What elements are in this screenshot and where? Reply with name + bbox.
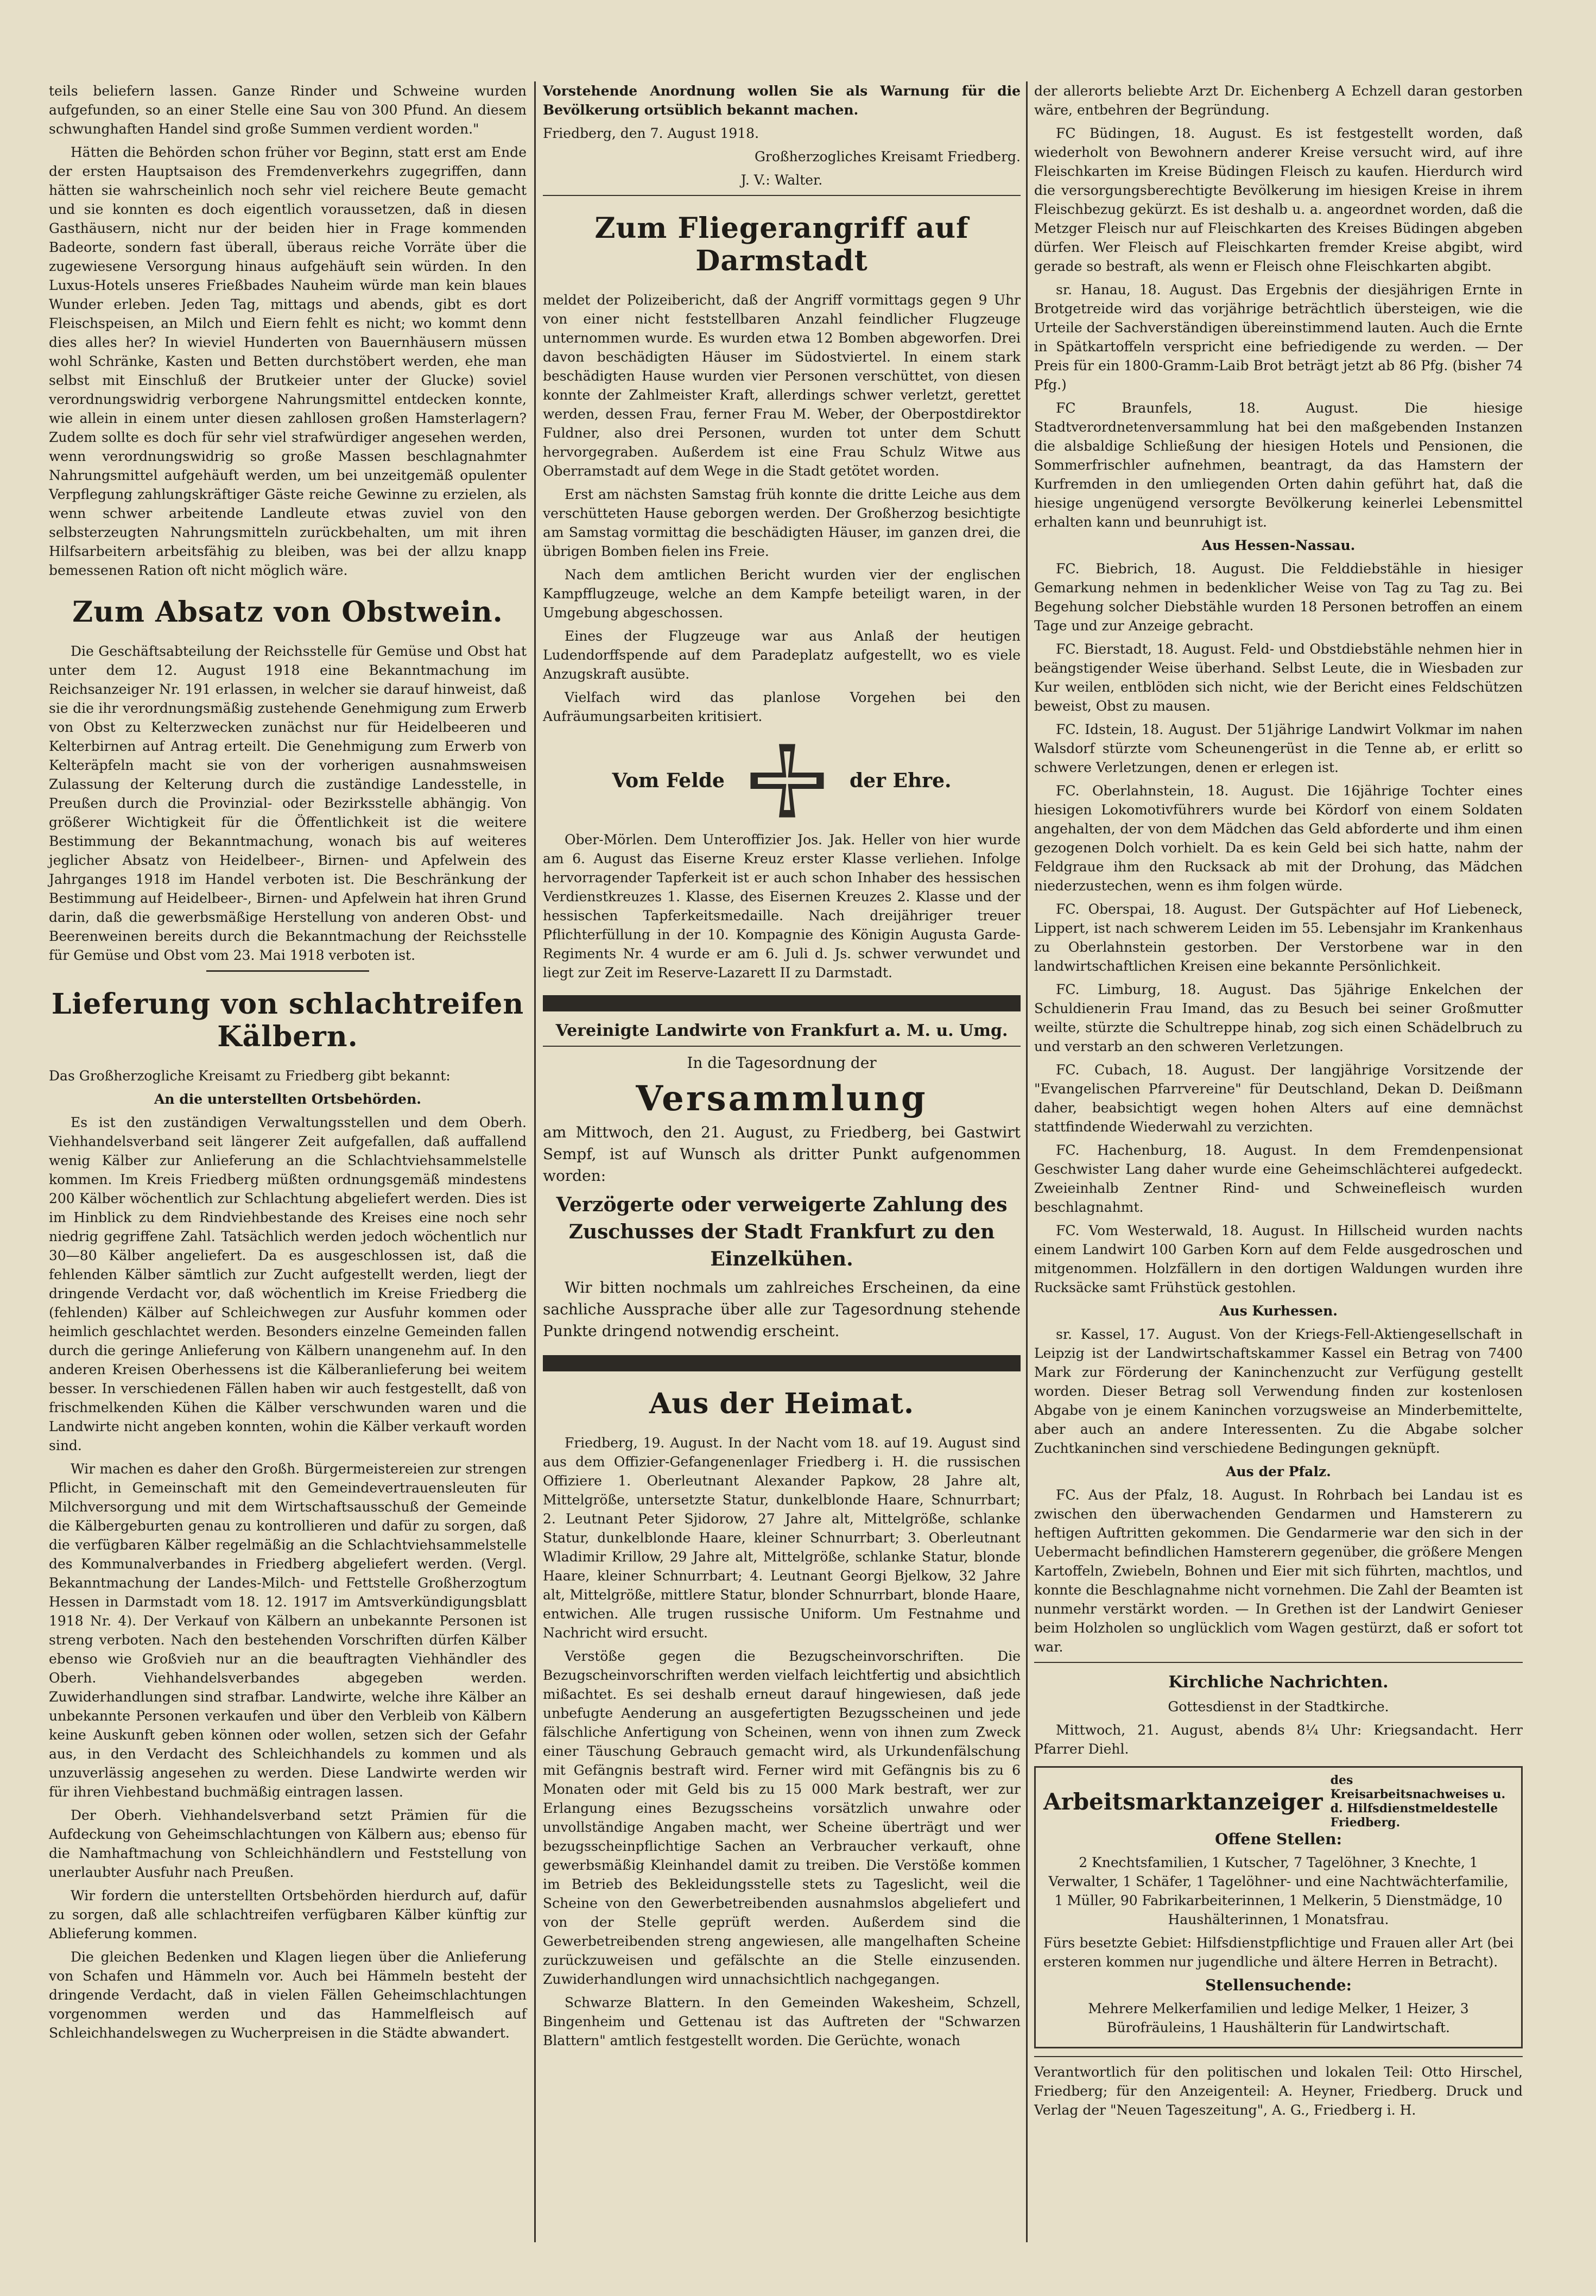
article-paragraph: Ober-Mörlen. Dem Unteroffizier Jos. Jak. Heller von hier wurde am 6. August das Eiserne Kreuz erster Klasse verliehen. Infolge hervorragender Tapferkeit ist er auch schon Inhaber des hessischen Verdienstkreuzes 1. Klasse, des Eisernen Kreuzes 2. Klasse und der hessischen Tapferkeitsmedaille. Nach dreijähriger treuer Pflichterfüllung in der 10. Kompagnie des Königin Augusta Garde-Regiments Nr. 4 wurde er am 6. Juli d. Js. schwer verwundet und liegt zur Zeit im Reserve-Lazarett II zu Darmstadt.	[543, 832, 1021, 981]
notice-date: Friedberg, den 7. August 1918.	[543, 125, 759, 141]
iron-cross-icon	[746, 740, 828, 821]
open-positions-head: Offene Stellen:	[1215, 1830, 1342, 1848]
section-head: Aus der Pfalz.	[1226, 1464, 1331, 1479]
ad-big-title: Versammlung	[636, 1078, 928, 1119]
article-paragraph: der allerorts beliebte Arzt Dr. Eichenberg A Echzell daran gestorben wäre, entbehren der Begründung.	[1034, 83, 1523, 118]
imprint: Verantwortlich für den politischen und lokalen Teil: Otto Hirschel, Friedberg; für den Anzeigenteil: A. Heyner, Friedberg. Druck und Verlag der "Neuen Tageszeitung", A. G., Friedberg i. H.	[1034, 2064, 1523, 2118]
article-paragraph: FC Braunfels, 18. August. Die hiesige Stadtverordnetenversammlung hat bei den maßgebenden Instanzen die alsbaldige Schließung der hiesigen Hotels und Pensionen, die Sommerfrischler aufnehmen, beantragt, da das Hamstern der Kurfremden in den umliegenden Orten dahin geführt hat, daß die hiesige ungenügend versorgte Bevölkerung keinerlei Lebensmittel erhalten kann und beunruhigt ist.	[1034, 400, 1523, 530]
headline-kaelber: Lieferung von schlachtreifen Kälbern.	[51, 988, 524, 1053]
headline-darmstadt: Zum Fliegerangriff auf Darmstadt	[594, 212, 969, 277]
article-paragraph: FC Büdingen, 18. August. Es ist festgestellt worden, daß wiederholt von Bewohnern anderer Kreise versucht wird, auf ihre Fleischkarten im Kreise Büdingen Fleisch zu kaufen. Hierdurch wird die versorgungsberechtigte Bevölkerung im hiesigen Kreise in ihrem Fleischbezug gekürzt. Es ist deshalb u. a. angeordnet worden, daß die Metzger Fleisch nur auf Fleischkarten des Kreises Büdingen abgeben dürfen. Wer Fleisch auf Fleischkarten fremder Kreise abgibt, wird gerade so bestraft, als wenn er Fleisch ohne Fleischkarten abgibt.	[1034, 125, 1523, 274]
ad-line: Wir bitten nochmals um zahlreiches Erscheinen, da eine sachliche Aussprache über alle zur Tagesordnung stehende Punkte dringend notwendig erscheint.	[543, 1279, 1021, 1340]
column-divider	[534, 81, 536, 2242]
article-paragraph: FC. Aus der Pfalz, 18. August. In Rohrbach bei Landau ist es zwischen den überwachenden Gendarmen und Hamsterern zu heftigen Auftritten gekommen. Die Gendarmerie war den sich in der Uebermacht befindlichen Hamsterern gegenüber, die größere Mengen Kartoffeln, Zwiebeln, Bohnen und Eier mit sich führten, machtlos, und konnte die Beschlagnahme nicht vornehmen. Die Zahl der Beamten ist nunmehr verstärkt worden. — In Grethen ist der Landwirt Genieser beim Holzholen so unglücklich vom Wagen gestürzt, daß er sofort tot war.	[1034, 1487, 1523, 1655]
divider	[543, 1046, 1021, 1047]
article-paragraph: Erst am nächsten Samstag früh konnte die dritte Leiche aus dem verschütteten Hause geborgen werden. Der Großherzog besichtigte am Samstag vormittag die beschädigten Häuser, im ganzen drei, die übrigen Bomben fielen ins Freie.	[543, 486, 1021, 559]
article-paragraph: Schwarze Blattern. In den Gemeinden Wakesheim, Schzell, Bingenheim und Gettenau ist das Auftreten der "Schwarzen Blattern" amtlich festgestellt worden. Die Gerüchte, wonach	[543, 1995, 1021, 2048]
notice-signature: J. V.: Walter.	[740, 172, 823, 188]
divider	[206, 970, 369, 972]
ad-header: Vereinigte Landwirte von Frankfurt a. M. u. Umg.	[555, 1021, 1008, 1040]
article-paragraph: FC. Hachenburg, 18. August. In dem Fremdenpensionat Geschwister Lang daher wurde eine Geheimschlächterei aufgedeckt. Zweieinhalb Zentner Rind- und Schweinefleisch wurden beschlagnahmt.	[1034, 1142, 1523, 1215]
headline-obstwein: Zum Absatz von Obstwein.	[72, 596, 503, 629]
ad-bottom-bar	[543, 1355, 1021, 1371]
article-paragraph: FC. Vom Westerwald, 18. August. In Hillscheid wurden nachts einem Landwirt 100 Garben Korn auf dem Felde ausgedroschen und mitgenommen. Holzfällern in den dortigen Waldungen wurden ihre Rucksäcke samt Frühstück gestohlen.	[1034, 1223, 1523, 1295]
left-column	[49, 81, 527, 2047]
section-head: Aus Kurhessen.	[1219, 1303, 1338, 1319]
job-seekers-text: Mehrere Melkerfamilien und ledige Melker, 1 Heizer, 3 Bürofräuleins, 1 Haushälterin für Landwirtschaft.	[1088, 2001, 1469, 2035]
divider	[1034, 1662, 1523, 1663]
article-paragraph: Wir machen es daher den Großh. Bürgermeistereien zur strengen Pflicht, in Gemeinschaft mit den Gemeindevertrauensleuten für Milchversorgung und mit dem Wirtschaftsausschuß der Gemeinde die Kälbergeburten genau zu kontrollieren und dafür zu sorgen, daß die verfügbaren Kälber regelmäßig an die Schlachtviehsammelstelle des Kommunalverbandes in Friedberg abgeliefert werden. (Vergl. Bekanntmachung der Landes-Milch- und Fettstelle Großherzogtum Hessen in Darmstadt vom 18. 12. 1917 im Amtsverkündigungsblatt 1918 Nr. 4). Der Verkauf von Kälbern an unbekannte Personen ist streng verboten. Nach den bestehenden Vorschriften dürfen Kälber ebenso wie Großvieh nur an die beauftragten Viehhändler des Oberh. Viehhandelsverbandes abgegeben werden. Zuwiderhandlungen sind strafbar. Landwirte, welche ihre Kälber an unbekannte Personen verkaufen und über den Verbleib von Kälbern keine Auskunft geben können oder wollen, setzen sich der Gefahr aus, in den Verdacht des Schleichhandels zu kommen und als unzuverlässig angesehen zu werden. Diese Landwirte werden wir für ihren Viehbestand buchmäßig eintragen lassen.	[49, 1461, 527, 1800]
article-paragraph: FC. Bierstadt, 18. August. Feld- und Obstdiebstähle nehmen hier in beängstigender Weise überhand. Selbst Leute, die in Wiesbaden zur Kur weilen, entblöden sich nicht, wie der Bericht eines Feldschützen beweist, Obst zu mausen.	[1034, 641, 1523, 714]
article-paragraph: meldet der Polizeibericht, daß der Angriff vormittags gegen 9 Uhr von einer nicht feststellbaren Anzahl feindlicher Flugzeuge unternommen wurde. Es wurden etwa 12 Bomben abgeworfen. Drei davon beschädigten Häuser im Südostviertel. In einem stark beschädigten Hause wurden vier Personen verschüttet, von diesen konnte der Zahlmeister Kraft, allerdings schwer verletzt, gerettet werden, dessen Frau, ferner Frau M. Weber, der Oberpostdirektor Fuldner, also drei Personen, wurden tot unter dem Schutt hervorgegraben. Außerdem ist eine Frau Schulz Witwe aus Oberramstadt auf dem Wege in die Stadt getötet worden.	[543, 292, 1021, 479]
column-divider	[1026, 81, 1028, 2242]
job-market-box	[1034, 1766, 1523, 2048]
article-paragraph: Der Oberh. Viehhandelsverband setzt Prämien für die Aufdeckung von Geheimschlachtungen von Kälbern aus; ebenso für die Namhaftmachung von Schleichhändlern und Feststellung von unerlaubter Ausfuhr nach Preußen.	[49, 1807, 527, 1880]
article-paragraph: FC. Oberlahnstein, 18. August. Die 16jährige Tochter eines hiesigen Lokomotivführers wurde bei Kördorf von einem Soldaten angehalten, der von dem Mädchen das Geld abforderte und ihm einen gezogenen Dolch vorhielt. Da es kein Geld bei sich hatte, nahm der Feldgraue ihm den Rucksack ab mit der Drohung, das Mädchen niederzustechen, wenn es ihm folgen würde.	[1034, 783, 1523, 894]
ad-top-bar	[543, 995, 1021, 1011]
divider	[1034, 2056, 1523, 2057]
job-market-header	[1043, 1773, 1513, 1830]
open-positions-text: 2 Knechtsfamilien, 1 Kutscher, 7 Tagelöhner, 3 Knechte, 1 Verwalter, 1 Schäfer, 1 Tagelöhner- und eine Nachtwächterfamilie, 1 Müller, 90 Fabrikarbeiterinnen, 1 Melkerin, 5 Dienstmädge, 10 Haushälterinnen, 1 Monatsfrau.	[1048, 1855, 1509, 1927]
honor-title-left: Vom Felde	[612, 769, 725, 792]
article-paragraph: Die Geschäftsabteilung der Reichsstelle für Gemüse und Obst hat unter dem 12. August 1918 eine Bekanntmachung im Reichsanzeiger Nr. 191 erlassen, in welcher sie darauf hinweist, daß sie die ihr verordnungsmäßig zustehende Genehmigung zum Erwerb von Obst zu Kelterzwecken zunächst nur für Heidelbeeren und Kelterbirnen auf Antrag erteilt. Die Genehmigung zum Erwerb von Kelteräpfeln macht sie von der vorherigen ausnahmsweisen Zulassung der Kelterung durch die zuständige Landesstelle, in Preußen durch die Provinzial- oder Bezirksstelle abhängig. Von größerer Wichtigkeit für die Öffentlichkeit ist die weitere Bestimmung der Bekanntmachung, wonach bis auf weiteres jeglicher Absatz von Heidelbeer-, Birnen- und Apfelwein des Jahrganges 1918 im Handel verboten ist. Die Beschränkung der Bestimmung auf Heidelbeer-, Birnen- und Apfelwein hat ihren Grund darin, daß die gewerbsmäßige Herstellung von anderen Obst- und Beerenweinen bereits durch die Bekanntmachung der Reichsstelle für Gemüse und Obst vom 23. Mai 1918 verboten ist.	[49, 643, 527, 963]
article-paragraph: FC. Limburg, 18. August. Das 5jährige Enkelchen der Schuldienerin Frau Imand, das zu Besuch bei seiner Großmutter weilte, stürzte die Schultreppe hinab, zog sich einen Schädelbruch zu und verstarb an den schweren Verletzungen.	[1034, 982, 1523, 1054]
article-paragraph: Friedberg, 19. August. In der Nacht vom 18. auf 19. August sind aus dem Offizier-Gefangenenlager Friedberg i. H. die russischen Offiziere 1. Oberleutnant Alexander Papkow, 28 Jahre alt, Mittelgröße, untersetzte Statur, dunkelblonde Haare, Schnurrbart; 2. Leutnant Peter Sjidorow, 27 Jahre alt, Mittelgröße, schlanke Statur, dunkelblonde Haare, kleiner Schnurrbart; 3. Oberleutnant Wladimir Krillow, 29 Jahre alt, Mittelgröße, schlanke Statur, blonde Haare, kleiner Schnurrbart; 4. Leutnant Georgi Bjelkow, 32 Jahre alt, Mittelgröße, mittlere Statur, blonder Schnurrbart, blonde Haare, entwichen. Alle trugen russische Uniform. Um Festnahme und Nachricht wird ersucht.	[543, 1435, 1021, 1641]
article-paragraph: FC. Biebrich, 18. August. Die Felddiebstähle in hiesiger Gemarkung nehmen in bedenklicher Weise von Tag zu Tag zu. Bei Begehung solcher Diebstähle wurden 18 Personen betroffen an einem Tage und zur Anzeige gebracht.	[1034, 561, 1523, 634]
job-market-title: Arbeitsmarktanzeiger	[1043, 1788, 1323, 1815]
ad-line: am Mittwoch, den 21. August, zu Friedberg, bei Gastwirt Sempf, ist auf Wunsch als dritter Punkt aufgenommen worden:	[543, 1123, 1021, 1185]
divider	[543, 195, 1021, 196]
article-paragraph: Nach dem amtlichen Bericht wurden vier der englischen Kampfflugzeuge, welche an dem Kampfe beteiligt waren, in der Umgebung abgeschossen.	[543, 567, 1021, 621]
ad-bold-item: Verzögerte oder verweigerte Zahlung des Zuschusses der Stadt Frankfurt zu den Einzelkühen.	[556, 1193, 1008, 1270]
honor-title-right: der Ehre.	[849, 769, 952, 792]
section-head: Aus Hessen-Nassau.	[1201, 537, 1356, 553]
article-paragraph: Eines der Flugzeuge war aus Anlaß der heutigen Ludendorffspende auf dem Paradeplatz aufgestellt, wo es viele Anzugskraft ausübte.	[543, 628, 1021, 682]
article-lead: Das Großherzogliche Kreisamt zu Friedberg gibt bekannt:	[49, 1068, 451, 1084]
honor-header	[543, 740, 1021, 821]
article-paragraph: Es ist den zuständigen Verwaltungsstellen und dem Oberh. Viehhandelsverband seit längerer Zeit aufgefallen, daß auffallend wenig Kälber zur Anlieferung an die Schlachtviehsammelstelle kommen. Im Kreis Friedberg müßten ordnungsgemäß mindestens 200 Kälber wöchentlich zur Schlachtung abgeliefert werden. Dies ist im Hinblick zu dem Rindviehbestande des Kreises eine noch sehr niedrig gegriffene Zahl. Tatsächlich werden jedoch wöchentlich nur 30—80 Kälber angeliefert. Da es ausgeschlossen ist, daß die fehlenden Kälber sämtlich zur Zucht aufgestellt werden, liegt der dringende Verdacht vor, daß wöchentlich im Kreise Friedberg die (fehlenden) Kälber auf Schleichwegen zur Ausfuhr kommen oder heimlich geschlachtet werden. Besonders einzelne Gemeinden fallen durch die geringe Anlieferung von Kälbern unangenehm auf. In den anderen Kreisen Oberhessens ist die Kälberanlieferung bei weitem besser. In verschiedenen Fällen haben wir auch festgestellt, daß von frischmelkenden Kühen die Kälber verschwunden waren und die Landwirte nicht angeben konnten, wohin die Kälber verkauft worden sind.	[49, 1115, 527, 1453]
church-news-line: Mittwoch, 21. August, abends 8¼ Uhr: Kriegsandacht. Herr Pfarrer Diehl.	[1034, 1722, 1523, 1757]
article-paragraph: FC. Idstein, 18. August. Der 51jährige Landwirt Volkmar im nahen Walsdorf stürzte vom Scheunengerüst in die Tenne ab, er erlitt so schwere Verletzungen, denen er erlegen ist.	[1034, 722, 1523, 775]
church-news-line: Gottesdienst in der Stadtkirche.	[1168, 1699, 1389, 1715]
middle-column	[543, 81, 1021, 2054]
article-paragraph: Wir fordern die unterstellten Ortsbehörden hierdurch auf, dafür zu sorgen, daß alle schlachtreifen verfügbaren Kälber künftig zur Ablieferung kommen.	[49, 1888, 527, 1941]
job-market-subtitle: des Kreisarbeitsnachweises u. d. Hilfsdienstmeldestelle Friedberg.	[1330, 1773, 1506, 1830]
article-paragraph: Hätten die Behörden schon früher vor Beginn, statt erst am Ende der ersten Hauptsaison des Fremdenverkehrs zugegriffen, dann hätten sie wahrscheinlich noch sehr viel reichere Beute gemacht und sie konnten es doch eigentlich voraussetzen, daß in diesen Gasthäusern, nicht nur der beiden hier in Frage kommenden Badeorte, sondern fast überall, überaus reiche Vorräte über die zugewiesene Versorgung hinaus aufgehäuft sein würden. In den Luxus-Hotels unseres Frießbades Nauheim würde man kein blaues Wunder erleben. Jeden Tag, mittags und abends, gibt es dort Fleischspeisen, an Milch und Eiern fehlt es nicht; wo kommt denn dies alles her? In wieviel Hunderten von Bauernhäusern müssen wohl Schränke, Kasten und Betten durchstöbert werden, ehe man selbst mit Einschluß der Brutkeier unter der Glucke) soviel verordnungswidrig verborgene Nahrungsmittel entdecken konnte, wie allein in einem unter diesen zahllosen großen Hamsterlagern? Zudem sollte es doch für sehr viel strafwürdiger angesehen werden, wenn verordnungswidrig so große Massen beschlagnahmter Nahrungsmittel aufgehäuft werden, um bei unzeitgemäß opulenter Verpflegung zahlungskräftiger Gäste reiche Gewinne zu erzielen, als wenn schwer arbeitende Landleute etwas zuviel von den selbsterzeugten Nahrungsmitteln zurückbehalten, um mit ihren Hilfsarbeitern arbeitsfähig zu bleiben, was bei der allzu knapp bemessenen Ration oft nicht möglich wäre.	[49, 144, 527, 578]
article-paragraph: Verstöße gegen die Bezugscheinvorschriften. Die Bezugscheinvorschriften werden vielfach leichtfertig und absichtlich mißachtet. Es sei deshalb erneut darauf hingewiesen, daß jede unbefugte Aenderung an ausgefertigten Bezugsscheinen und jede fälschliche Anfertigung von Scheinen, wenn von ihnen zum Zweck einer Täuschung Gebrauch gemacht wird, als Urkundenfälschung mit Gefängnis bestraft wird. Ferner wird mit Gefängnis bis zu 6 Monaten oder mit Geld bis zu 15 000 Mark bestraft, wer zur Erlangung eines Bezugsscheins vorsätzlich unwahre oder unvollständige Angaben macht, wer Scheine überträgt und wer bezugsscheinpflichtige Sachen an Verbraucher verkauft, ohne gewerbsmäßig Kleinhandel damit zu treiben. Die Verstöße kommen im Betrieb des Bekleidungsstelle stets zu Tageslicht, weil die Scheine von den Gewerbetreibenden ausnahmslos abgeliefert und von der Stelle geprüft werden. Außerdem sind die Gewerbetreibenden streng angewiesen, alle mangelhaften Scheine zurückzuweisen und gefälschte an die Stelle einzusenden. Zuwiderhandlungen wird unnachsichtlich nachgegangen.	[543, 1648, 1021, 1987]
notice-office: Großherzogliches Kreisamt Friedberg.	[754, 149, 1021, 165]
ad-line: In die Tagesordnung der	[687, 1054, 877, 1072]
notice-text: Vorstehende Anordnung wollen Sie als Warnung für die Bevölkerung ortsüblich bekannt machen.	[543, 83, 1021, 118]
article-paragraph: teils beliefern lassen. Ganze Rinder und Schweine wurden aufgefunden, so an einer Stelle eine Sau von 300 Pfund. An diesem schwunghaften Handel sind große Summen verdient worden."	[49, 83, 527, 137]
article-paragraph: Die gleichen Bedenken und Klagen liegen über die Anlieferung von Schafen und Hämmeln vor. Auch bei Hämmeln besteht der dringende Verdacht, daß in vielen Fällen Geheimschlachtungen vorgenommen werden und das Hammelfleisch auf Schleichhandelswegen zu Wucherpreisen in die Städte abwandert.	[49, 1949, 527, 2041]
article-paragraph: sr. Kassel, 17. August. Von der Kriegs-Fell-Aktiengesellschaft in Leipzig ist der Landwirtschaftskammer Kassel ein Betrag von 7400 Mark zur Förderung der Kaninchenzucht zur Verfügung gestellt worden. Dieser Betrag soll Verwendung finden zur kostenlosen Abgabe von je einem Kaninchen vorzugsweise an Minderbemittelte, aber auch an andere Interessenten. Zu die Abgabe solcher Zuchtkaninchen sind verschiedene Bedingungen geknüpft.	[1034, 1326, 1523, 1456]
headline-heimat: Aus der Heimat.	[649, 1387, 915, 1420]
church-news-title: Kirchliche Nachrichten.	[1168, 1673, 1389, 1692]
open-positions-extra: Fürs besetzte Gebiet: Hilfsdienstpflichtige und Frauen aller Art (bei ersteren kommen nur jugendliche und ältere Herren in Betracht).	[1043, 1935, 1513, 1970]
article-address: An die unterstellten Ortsbehörden.	[154, 1091, 421, 1107]
right-column	[1034, 81, 1523, 2124]
job-seekers-head: Stellensuchende:	[1205, 1976, 1352, 1994]
article-paragraph: FC. Oberspai, 18. August. Der Gutspächter auf Hof Liebeneck, Lippert, ist nach schwerem Leiden im 55. Lebensjahr im Krankenhaus zu Oberlahnstein gestorben. Der Verstorbene war in den landwirtschaftlichen Kreisen eine bekannte Persönlichkeit.	[1034, 901, 1523, 974]
article-paragraph: sr. Hanau, 18. August. Das Ergebnis der diesjährigen Ernte in Brotgetreide wird das vorjährige beträchtlich übersteigen, wie die Urteile der Sachverständigen übereinstimmend lauten. Auch die Ernte in Spätkartoffeln verspricht eine befriedigende zu werden. — Der Preis für ein 1800-Gramm-Laib Brot beträgt jetzt ab 86 Pfg. (bisher 74 Pfg.)	[1034, 282, 1523, 393]
article-paragraph: Vielfach wird das planlose Vorgehen bei den Aufräumungsarbeiten kritisiert.	[543, 690, 1021, 724]
article-paragraph: FC. Cubach, 18. August. Der langjährige Vorsitzende der "Evangelischen Pfarrvereine" für Deutschland, Dekan D. Deißmann daher, beabsichtigt wegen hohen Alters auf eine demnächst stattfindende Wiederwahl zu verzichten.	[1034, 1062, 1523, 1135]
